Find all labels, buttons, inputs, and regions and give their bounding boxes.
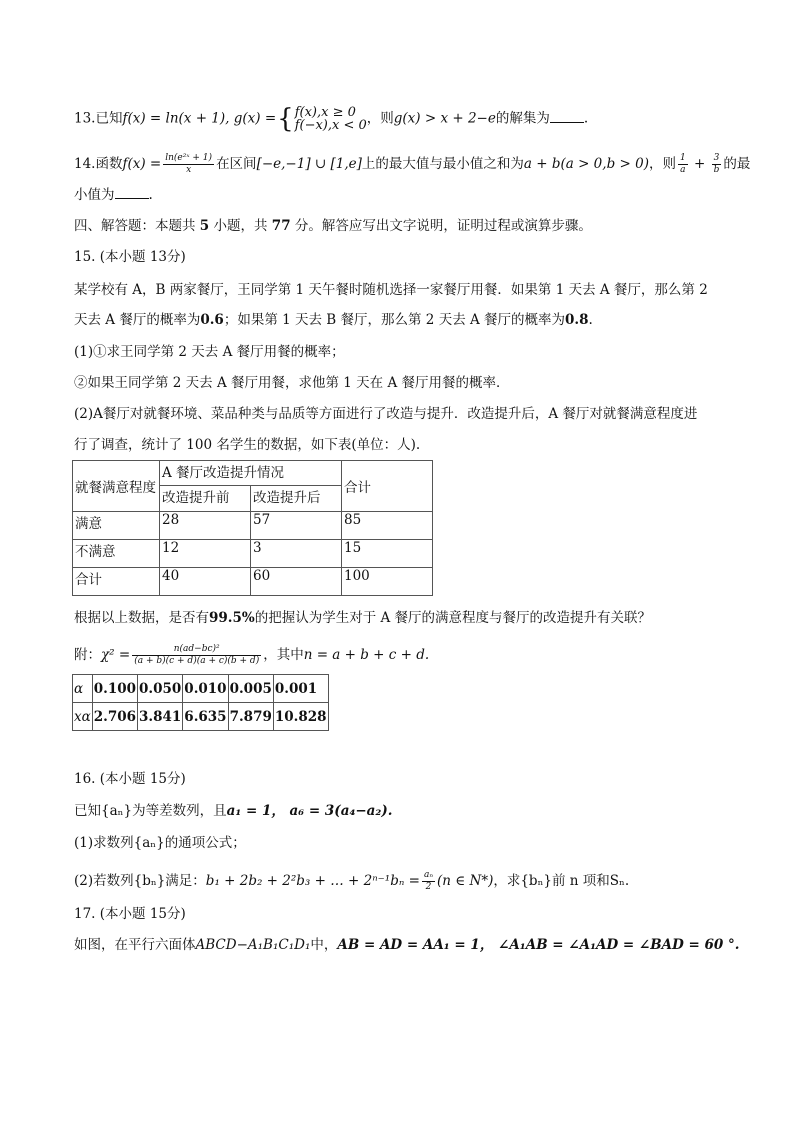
table-cell: 3 (251, 540, 342, 568)
q15-question (74, 609, 651, 627)
q14-math1: f(x) = (122, 156, 162, 172)
q15-question-a: 根据以上数据，是否有 (74, 610, 209, 626)
q15-p2v2: 0.8 (565, 312, 589, 328)
crit-alpha-label: α (73, 675, 93, 703)
table-cell: 57 (251, 512, 342, 540)
q16-line2: (1)求数列{aₙ}的通项公式； (74, 835, 246, 851)
q15-p2v1: 0.6 (200, 312, 224, 328)
q15-sub3: (2)A餐厅对就餐环境、菜品种类与品质等方面进行了改造与提升．改造提升后，A 餐厅对就餐满意程度进 (74, 406, 698, 422)
table-cell: 15 (342, 540, 433, 568)
table-cell: 40 (160, 568, 251, 596)
table-header-before: 改造提升前 (160, 486, 251, 512)
q14-dot: . (148, 187, 153, 203)
q15-sub1: (1)①求王同学第 2 天去 A 餐厅用餐的概率； (74, 344, 345, 360)
q16-frac-num: aₙ (423, 870, 433, 880)
q13-case2: f(−x),x < 0 (294, 118, 367, 133)
q15-question-b: 的把握认为学生对于 A 餐厅的满意程度与餐厅的改造提升有关联？ (254, 610, 652, 626)
table-header-total: 合计 (342, 461, 433, 512)
q16-line1 (74, 802, 392, 820)
crit-x-label: xα (73, 703, 93, 731)
q17-l1m1: ABCD−A₁B₁C₁D₁ (195, 937, 311, 953)
q16-l3m2: (n ∈ N*) (436, 873, 494, 889)
q14-line2 (74, 186, 153, 204)
table-row (73, 540, 433, 568)
q15-header: 15. (本小题 13分) (74, 249, 186, 265)
q14-math2: [−e,−1] ∪ [1,e] (256, 156, 362, 172)
table-cell: 0.050 (138, 675, 183, 703)
q16-line3 (74, 870, 629, 893)
q16-l3b: ，求{bₙ}前 n 项和Sₙ. (493, 873, 630, 889)
q15-p2c: . (588, 312, 593, 328)
table-cell: 12 (160, 540, 251, 568)
q13-case1: f(x),x ≥ 0 (294, 105, 356, 120)
q16-l3a: (2)若数列{bₙ}满足： (74, 873, 206, 889)
table-cell: 2.706 (92, 703, 137, 731)
table-row (73, 512, 433, 540)
table-cell: 6.635 (183, 703, 228, 731)
table-header-group: A 餐厅改造提升情况 (160, 461, 342, 486)
q16-l1a: 已知{aₙ}为等差数列，且 (74, 803, 227, 819)
q13-math1: f(x) = ln(x + 1), g(x) = (122, 110, 277, 127)
q16-fraction (422, 870, 435, 893)
table-row (73, 461, 433, 486)
q14-fraction (163, 153, 214, 176)
q15-appendix (74, 644, 429, 667)
table-cell: 7.879 (228, 703, 273, 731)
q16-header: 16. (本小题 15分) (74, 771, 186, 787)
table-cell: 满意 (73, 512, 160, 540)
q13-cases (295, 106, 367, 132)
q15-chi-num: n(ad−bc)² (132, 644, 261, 656)
q14-blank (115, 186, 149, 199)
q14-plus: + (689, 156, 710, 172)
q15-sub4: 行了调查，统计了 100 名学生的数据，如下表(单位：人). (74, 437, 421, 453)
q14-frac1 (678, 153, 688, 176)
q13-blank (550, 110, 584, 123)
q15-critical-table (72, 674, 329, 731)
q15-para1: 某学校有 A，B 两家餐厅，王同学第 1 天午餐时随机选择一家餐厅用餐．如果第 1 天去 A 餐厅，那么第 2 (74, 282, 708, 298)
q13-prefix: 13.已知 (74, 110, 123, 127)
section4-mid: 小题，共 (209, 218, 272, 234)
table-cell: 0.005 (228, 675, 273, 703)
q15-p2b: ；如果第 1 天去 B 餐厅，那么第 2 天去 A 餐厅的概率为 (223, 312, 566, 328)
section4-lead: 四、解答题：本题共 (74, 218, 200, 234)
q14-frac2-num: 3 (712, 153, 722, 165)
q14-line2-text: 小值为 (74, 187, 115, 203)
q15-sub2: ②如果王同学第 2 天去 A 餐厅用餐，求他第 1 天在 A 餐厅用餐的概率． (74, 375, 510, 391)
q14-text2: 上的最大值与最小值之和为 (361, 156, 524, 172)
table-row (73, 703, 329, 731)
q14-text3: ，则 (648, 156, 676, 172)
section4-n1: 5 (199, 218, 210, 234)
q17-l1m2: AB = AD = AA₁ = 1， ∠A₁AB = ∠A₁AD = ∠BAD = 60 °. (337, 937, 740, 953)
q15-chi: χ² = (101, 647, 131, 663)
q13-math2: g(x) > x + 2−e (393, 110, 496, 127)
table-cell: 0.010 (183, 675, 228, 703)
table-cell: 0.001 (273, 675, 328, 703)
q13-suffix: 的解集为 (495, 110, 550, 127)
section4-tail: 分。解答应写出文字说明，证明过程或演算步骤。 (290, 218, 592, 234)
q15-chi-den: (a + b)(c + d)(a + c)(b + d) (134, 656, 260, 666)
table-header-level: 就餐满意程度 (73, 461, 160, 512)
table-cell: 60 (251, 568, 342, 596)
q16-l3m: b₁ + 2b₂ + 2²b₃ + … + 2ⁿ⁻¹bₙ = (205, 873, 420, 889)
q17-line1 (74, 936, 739, 954)
q17-l1a: 如图，在平行六面体 (74, 937, 196, 953)
q14-prefix: 14.函数 (74, 156, 123, 172)
q14-frac1-den: a (680, 165, 686, 175)
q15-appendix-math: n = a + b + c + d. (303, 647, 430, 663)
q14-math3: a + b(a > 0,b > 0) (523, 156, 649, 172)
table-header-after: 改造提升后 (251, 486, 342, 512)
q16-l1m: a₁ = 1， a₆ = 3(a₄−a₂). (226, 803, 393, 819)
table-cell: 3.841 (138, 703, 183, 731)
table-cell: 10.828 (273, 703, 328, 731)
table-row (73, 568, 433, 596)
table-cell: 85 (342, 512, 433, 540)
section4-heading (74, 217, 592, 235)
table-cell: 100 (342, 568, 433, 596)
q17-l1b: 中， (310, 937, 338, 953)
q13-end: . (583, 110, 589, 127)
q14-frac2 (712, 153, 722, 176)
q16-frac-den: 2 (425, 882, 432, 892)
q14-text1: 在区间 (216, 156, 257, 172)
table-cell: 28 (160, 512, 251, 540)
table-cell: 不满意 (73, 540, 160, 568)
q14-frac1-num: 1 (679, 153, 686, 163)
q14-frac-num: ln(e²ˣ + 1) (165, 153, 213, 163)
q17-header: 17. (本小题 15分) (74, 906, 186, 922)
q15-appendix-a: 附： (74, 647, 101, 663)
q14-text4: 的最 (723, 156, 751, 172)
section4-n2: 77 (271, 218, 291, 234)
q15-para2 (74, 311, 593, 329)
q13-line (74, 106, 588, 132)
q15-data-table (72, 460, 433, 596)
q13-mid: ，则 (366, 110, 394, 127)
table-row (73, 675, 329, 703)
table-cell: 合计 (73, 568, 160, 596)
q15-question-v: 99.5% (209, 610, 255, 626)
table-cell: 0.100 (92, 675, 137, 703)
q14-frac2-den: b (713, 165, 720, 175)
q14-line1 (74, 153, 750, 176)
q15-chi-fraction (132, 644, 261, 667)
q13-brace: { (277, 104, 294, 134)
q15-appendix-b: ，其中 (263, 647, 304, 663)
q14-frac-den: x (186, 165, 192, 175)
q15-p2a: 天去 A 餐厅的概率为 (74, 312, 201, 328)
